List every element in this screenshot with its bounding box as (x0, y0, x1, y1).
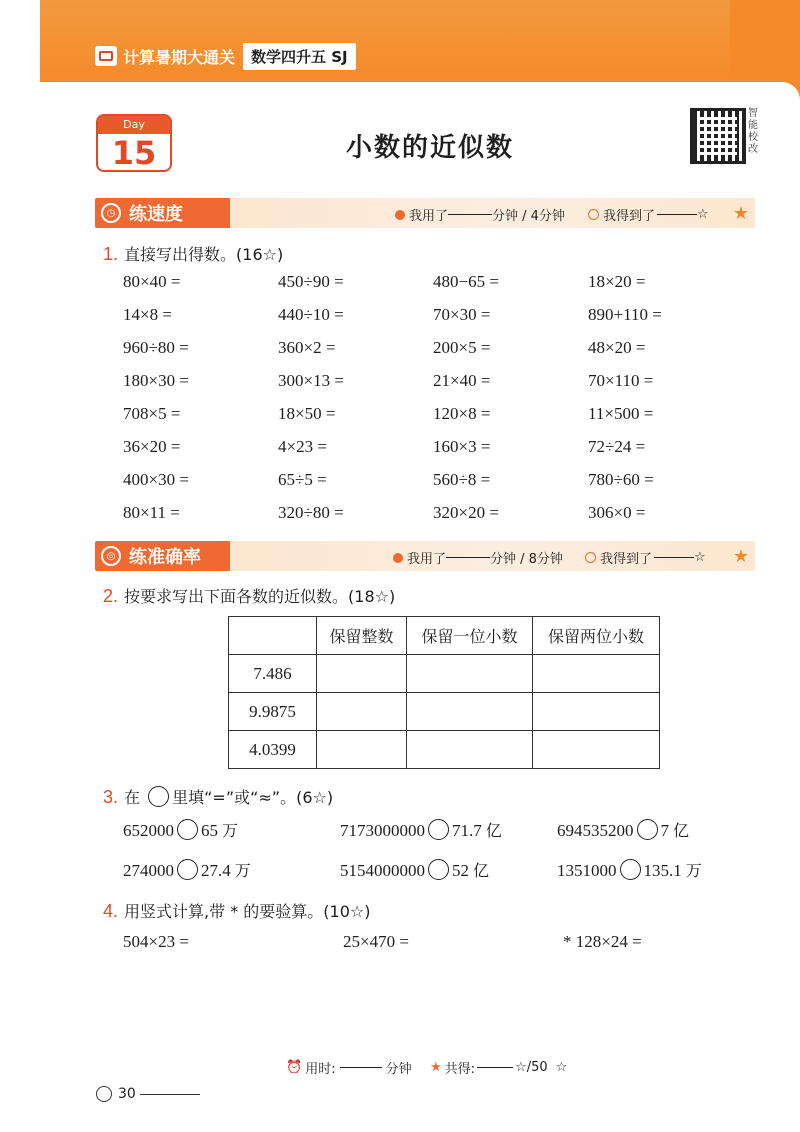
compare-right: 135.1 (643, 861, 682, 880)
day-badge (96, 114, 172, 172)
compare-item (340, 858, 489, 881)
compare-item (340, 818, 502, 841)
calc-item: 14×8 = (123, 305, 172, 324)
time-label: 用时: (305, 1062, 336, 1077)
calc-item: 18×50 = (278, 404, 336, 423)
section-band-accuracy (95, 541, 755, 571)
compare-unit: 亿 (485, 821, 502, 840)
compare-circle[interactable] (177, 819, 198, 840)
table-number-cell: 4.0399 (229, 731, 317, 769)
compare-unit: 亿 (673, 821, 690, 840)
target-icon: ◎ (101, 546, 121, 566)
compare-unit: 万 (234, 861, 251, 880)
compare-unit: 亿 (473, 861, 490, 880)
book-icon (95, 46, 117, 66)
grid-row (123, 470, 743, 503)
question-1 (103, 242, 283, 265)
calc-item: 780÷60 = (588, 470, 654, 489)
stars-blank[interactable] (657, 214, 697, 215)
calc-item: 300×13 = (278, 371, 344, 390)
time-used (395, 205, 565, 224)
calc-item: 11×500 = (588, 404, 654, 423)
grade-label: 数学四升五 SJ (243, 43, 356, 70)
vertical-calc-item: * 128×24 = (563, 932, 642, 951)
calc-item: 708×5 = (123, 404, 181, 423)
time-blank[interactable] (448, 214, 492, 215)
star-icon: ★ (732, 546, 749, 567)
compare-left: 274000 (123, 861, 174, 880)
question-text: 按要求写出下面各数的近似数。(18☆) (124, 587, 396, 606)
compare-item (557, 818, 689, 841)
question-text: 直接写出得数。(16☆) (124, 245, 284, 264)
calc-item: 70×110 = (588, 371, 654, 390)
total-blank[interactable] (477, 1067, 513, 1068)
answer-cell[interactable] (317, 731, 407, 769)
check-icon (585, 552, 596, 563)
calc-item: 48×20 = (588, 338, 646, 357)
table-header-cell: 保留一位小数 (407, 617, 533, 655)
table-row (229, 693, 660, 731)
used-prefix: 我用了 (407, 552, 447, 567)
section-tag-accuracy (95, 541, 230, 571)
calc-item: 306×0 = (588, 503, 646, 522)
section-tag-speed (95, 198, 230, 228)
star-icon: ★ (430, 1060, 442, 1075)
qr-code-icon[interactable] (690, 108, 746, 164)
compare-right: 71.7 (452, 821, 482, 840)
calc-item: 80×40 = (123, 272, 181, 291)
star-glyph: ☆ (697, 207, 709, 222)
page-number (96, 1086, 200, 1102)
table-number-cell: 9.9875 (229, 693, 317, 731)
table-row (229, 731, 660, 769)
time-blank[interactable] (446, 557, 490, 558)
calc-item: 18×20 = (588, 272, 646, 291)
star-icon: ★ (732, 203, 749, 224)
calc-item: 72÷24 = (588, 437, 646, 456)
series-title: 计算暑期大通关 (123, 47, 236, 67)
answer-cell[interactable] (533, 731, 660, 769)
vertical-calc-item: 504×23 = (123, 932, 189, 951)
calc-item: 21×40 = (433, 371, 491, 390)
grid-row (123, 437, 743, 470)
calc-item: 480−65 = (433, 272, 499, 291)
footer-time (286, 1058, 412, 1077)
compare-circle[interactable] (637, 819, 658, 840)
stars-got (588, 205, 709, 224)
got-prefix: 我得到了 (600, 552, 653, 567)
vertical-calc-item: 25×470 = (343, 932, 409, 951)
grid-row (123, 503, 743, 536)
compare-item (123, 858, 251, 881)
calc-item: 65÷5 = (278, 470, 327, 489)
question-number: 1. (103, 244, 119, 264)
footer-total (430, 1058, 567, 1077)
question-number: 4. (103, 901, 119, 921)
table-header-cell: 保留两位小数 (533, 617, 660, 655)
calc-item: 450÷90 = (278, 272, 344, 291)
calc-item: 120×8 = (433, 404, 491, 423)
series-tag (95, 42, 356, 70)
page-number-text: 30 (118, 1086, 136, 1102)
page-title: 小数的近似数 (345, 133, 514, 163)
star-glyph: ☆ (694, 550, 706, 565)
used-prefix: 我用了 (409, 209, 449, 224)
question-2 (103, 584, 395, 607)
table-header-cell: 保留整数 (317, 617, 407, 655)
compare-right: 52 (452, 861, 469, 880)
question-number: 3. (103, 787, 119, 807)
circle-blank-icon (148, 786, 169, 807)
oral-calc-grid (123, 272, 743, 536)
table-header-cell (229, 617, 317, 655)
calc-item: 560÷8 = (433, 470, 491, 489)
compare-right: 65 (201, 821, 218, 840)
compare-left: 694535200 (557, 821, 634, 840)
page-paper (48, 82, 800, 1132)
got-prefix: 我得到了 (603, 209, 656, 224)
grid-row (123, 404, 743, 437)
star-glyph: ☆ (555, 1060, 568, 1075)
grid-row (123, 272, 743, 305)
total-label: 共得: (444, 1062, 476, 1077)
calc-item: 960÷80 = (123, 338, 189, 357)
answer-cell[interactable] (317, 655, 407, 693)
calc-item: 320÷80 = (278, 503, 344, 522)
answer-cell[interactable] (533, 655, 660, 693)
compare-circle[interactable] (428, 819, 449, 840)
calc-item: 320×20 = (433, 503, 499, 522)
grid-row (123, 371, 743, 404)
qr-side-text: 智能校改 (748, 108, 758, 155)
calc-item: 70×30 = (433, 305, 491, 324)
stars-got (585, 548, 706, 567)
time-used (393, 548, 563, 567)
time-blank[interactable] (340, 1067, 382, 1068)
compare-left: 1351000 (557, 861, 617, 880)
table-row (229, 655, 660, 693)
compare-left: 652000 (123, 821, 174, 840)
calc-item: 180×30 = (123, 371, 189, 390)
section-tag-label: 练速度 (129, 204, 183, 225)
question-3 (103, 785, 333, 808)
compare-unit: 万 (222, 821, 239, 840)
used-suffix: 分钟 / 8分钟 (490, 552, 563, 567)
grid-row (123, 305, 743, 338)
section-band-speed (95, 198, 755, 228)
compare-circle[interactable] (177, 859, 198, 880)
question-text: 在 (124, 788, 141, 807)
total-suffix: ☆/50 (515, 1060, 548, 1075)
compare-left: 5154000000 (340, 861, 425, 880)
calc-item: 440÷10 = (278, 305, 344, 324)
compare-left: 7173000000 (340, 821, 425, 840)
flame-icon (395, 210, 405, 220)
compare-circle[interactable] (428, 859, 449, 880)
check-icon (588, 209, 599, 220)
compare-right: 7 (660, 821, 669, 840)
calc-item: 160×3 = (433, 437, 491, 456)
compare-unit: 万 (685, 861, 702, 880)
calc-item: 200×5 = (433, 338, 491, 357)
answer-cell[interactable] (533, 693, 660, 731)
rounding-table (228, 616, 660, 769)
calc-item: 4×23 = (278, 437, 327, 456)
table-number-cell: 7.486 (229, 655, 317, 693)
calc-item: 360×2 = (278, 338, 336, 357)
flame-icon (393, 553, 403, 563)
day-number: 15 (111, 134, 157, 172)
compare-item (123, 818, 238, 841)
stars-blank[interactable] (654, 557, 694, 558)
page-number-line (140, 1094, 200, 1095)
sun-icon (96, 1086, 112, 1102)
calc-item: 400×30 = (123, 470, 189, 489)
answer-cell[interactable] (407, 693, 533, 731)
used-suffix: 分钟 / 4分钟 (492, 209, 565, 224)
grid-row (123, 338, 743, 371)
table-header-row (229, 617, 660, 655)
time-unit: 分钟 (385, 1062, 412, 1077)
question-text: 用竖式计算,带 * 的要验算。(10☆) (124, 902, 371, 921)
question-text: 里填“=”或“≈”。(6☆) (172, 788, 334, 807)
calc-item: 890+110 = (588, 305, 662, 324)
alarm-clock-icon: ⏰ (286, 1060, 303, 1075)
answer-cell[interactable] (407, 655, 533, 693)
answer-cell[interactable] (407, 731, 533, 769)
compare-circle[interactable] (620, 859, 641, 880)
section-tag-label: 练准确率 (129, 547, 201, 568)
calc-item: 36×20 = (123, 437, 181, 456)
stopwatch-icon: ◷ (101, 203, 121, 223)
answer-cell[interactable] (317, 693, 407, 731)
question-number: 2. (103, 586, 119, 606)
question-4 (103, 899, 370, 922)
compare-right: 27.4 (201, 861, 231, 880)
calc-item: 80×11 = (123, 503, 180, 522)
compare-item (557, 858, 702, 881)
day-label: Day (98, 116, 170, 134)
